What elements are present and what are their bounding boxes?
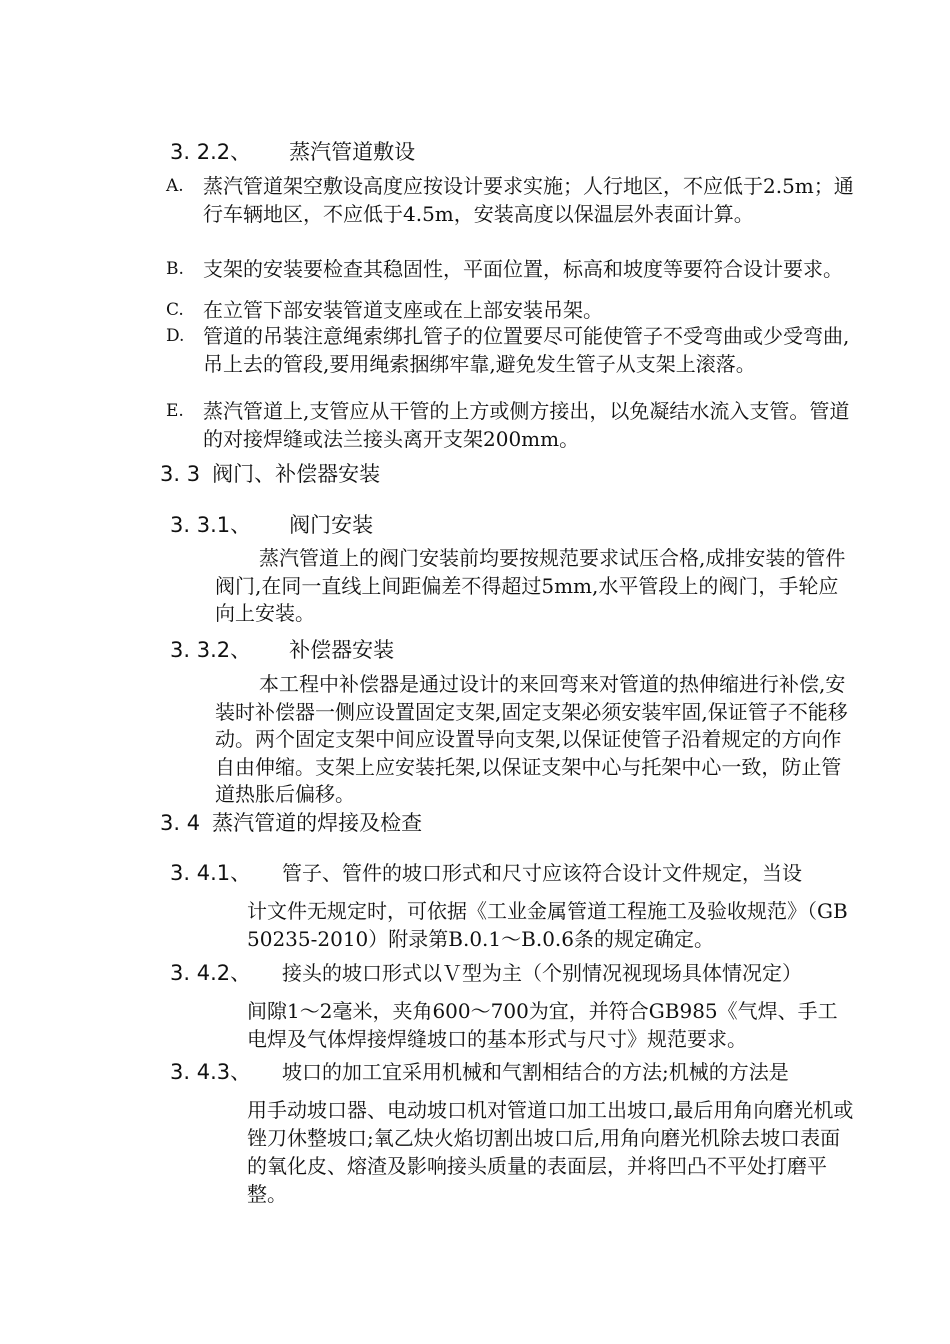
paragraph-text: 蒸汽管道上的阀门安装前均要按规范要求试压合格,成排安装的管件阀门,在同一直线上间距偏差不得超过5mm,水平管段上的阀门，手轮应向上安装。 — [215, 546, 846, 625]
list-item-letter: E. — [166, 401, 184, 421]
list-item-b — [166, 256, 856, 284]
heading-number: 3. 3.2、 — [170, 638, 252, 662]
clause-3-4-2-first-line — [170, 959, 802, 987]
list-item-a — [166, 173, 856, 228]
paragraph-text: 本工程中补偿器是通过设计的来回弯来对管道的热伸缩进行补偿,安装时补偿器一侧应设置固定支架,固定支架必须安装牢固,保证管子不能移动。两个固定支架中间应设置导向支架,以保证使管子沿着规定的方向作自由伸缩。支架上应安装托架,以保证支架中心与托架中心一致，防止管道热胀后偏移。 — [215, 672, 848, 806]
list-item-letter: C. — [166, 300, 184, 320]
heading-title: 补偿器安装 — [289, 638, 395, 662]
paragraph-3-3-1 — [215, 545, 855, 628]
heading-number: 3. 3 — [160, 462, 201, 486]
list-item-e — [166, 398, 856, 453]
heading-title: 阀门安装 — [289, 513, 374, 537]
heading-title: 蒸汽管道的焊接及检查 — [212, 811, 423, 835]
heading-title: 阀门、补偿器安装 — [212, 462, 381, 486]
list-item-text: 在立管下部安装管道支座或在上部安装吊架。 — [203, 298, 603, 322]
clause-3-4-3-continuation — [247, 1096, 857, 1208]
heading-3-4 — [160, 809, 422, 837]
heading-3-3 — [160, 460, 380, 488]
paragraph-3-3-2 — [215, 671, 855, 809]
heading-number: 3. 3.1、 — [170, 513, 252, 537]
list-item-text: 蒸汽管道上,支管应从干管的上方或侧方接出，以免凝结水流入支管。管道的对接焊缝或法兰接头离开支架200mm。 — [203, 399, 850, 451]
list-item-text: 管道的吊装注意绳索绑扎管子的位置要尽可能使管子不受弯曲或少受弯曲,吊上去的管段,要用绳索捆绑牢靠,避免发生管子从支架上滚落。 — [203, 324, 850, 376]
heading-3-3-1 — [170, 511, 373, 539]
clause-text-first-line: 接头的坡口形式以Ｖ型为主（个别情况视现场具体情况定） — [282, 961, 802, 985]
list-item-letter: B. — [166, 259, 184, 279]
heading-number: 3. 4 — [160, 811, 201, 835]
list-item-c — [166, 297, 856, 325]
clause-3-4-1-continuation — [247, 897, 857, 953]
clause-text-continuation: 用手动坡口器、电动坡口机对管道口加工出坡口,最后用角向磨光机或锉刀休整坡口;氧乙炔火焰切割出坡口后,用角向磨光机除去坡口表面的氧化皮、熔渣及影响接头质量的表面层，并将凹凸不平处打磨平整。 — [247, 1098, 854, 1206]
heading-3-2-2 — [170, 138, 415, 166]
clause-text-continuation: 间隙1～2毫米，夹角600～700为宜，并符合GB985《气焊、手工电焊及气体焊接焊缝坡口的基本形式与尺寸》规范要求。 — [247, 999, 838, 1051]
heading-title: 蒸汽管道敷设 — [289, 140, 416, 164]
clause-number: 3. 4.2、 — [170, 961, 252, 985]
list-item-letter: A. — [166, 176, 184, 196]
list-item-text: 蒸汽管道架空敷设高度应按设计要求实施；人行地区，不应低于2.5m；通行车辆地区，不应低于4.5m，安装高度以保温层外表面计算。 — [203, 174, 854, 226]
list-item-d — [166, 323, 856, 378]
list-item-text: 支架的安装要检查其稳固性，平面位置，标高和坡度等要符合设计要求。 — [203, 257, 843, 281]
clause-number: 3. 4.1、 — [170, 861, 252, 885]
clause-text-continuation: 计文件无规定时，可依据《工业金属管道工程施工及验收规范》（GB 50235-2010）附录第B.0.1～B.0.6条的规定确定。 — [247, 899, 848, 951]
heading-3-3-2 — [170, 636, 394, 664]
clause-3-4-3-first-line — [170, 1058, 789, 1086]
heading-number: 3. 2.2、 — [170, 140, 252, 164]
clause-3-4-1-first-line — [170, 859, 802, 887]
clause-3-4-2-continuation — [247, 997, 857, 1053]
clause-text-first-line: 管子、管件的坡口形式和尺寸应该符合设计文件规定，当设 — [282, 861, 802, 885]
list-item-letter: D. — [166, 326, 185, 346]
clause-number: 3. 4.3、 — [170, 1060, 252, 1084]
clause-text-first-line: 坡口的加工宜采用机械和气割相结合的方法;机械的方法是 — [282, 1060, 789, 1084]
